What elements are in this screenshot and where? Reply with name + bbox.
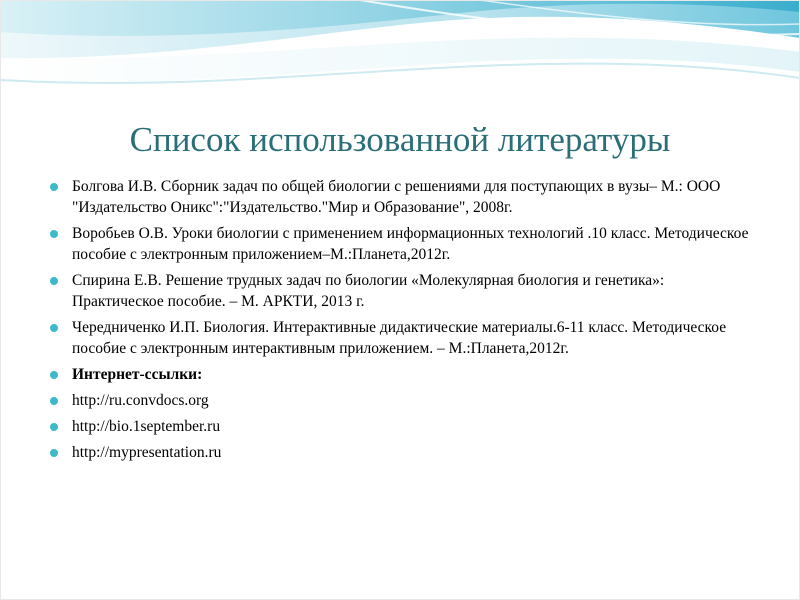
list-item <box>48 390 753 411</box>
references-list <box>48 176 753 463</box>
bullet-icon <box>50 423 58 431</box>
list-item-text: Чередниченко И.П. Биология. Интерактивные дидактические материалы.6-11 класс. Методическое пособие с электронным интерактивным приложением. – М.:Планета,2012г. <box>72 319 727 357</box>
link-text: http://mypresentation.ru <box>72 444 222 461</box>
link-text: http://bio.1september.ru <box>72 418 221 435</box>
internet-links-heading: Интернет-ссылки: <box>72 366 203 383</box>
list-item-text: Воробьев О.В. Уроки биологии с применением информационных технологий .10 класс. Методическое пособие с электронным приложением–М.:Планета,2012г. <box>72 225 749 263</box>
bullet-icon <box>50 449 58 457</box>
list-item-text: Болгова И.В. Сборник задач по общей биологии с решениями для поступающих в вузы– М.: ООО "Издательство Оникс":"Издательство."Мир и Образование", 2008г. <box>72 178 721 216</box>
bullet-icon <box>50 230 58 238</box>
list-item-heading <box>48 364 753 385</box>
list-item <box>48 442 753 463</box>
list-item <box>48 223 753 265</box>
bullet-icon <box>50 183 58 191</box>
link-text: http://ru.convdocs.org <box>72 392 209 409</box>
references-content <box>48 176 753 468</box>
list-item <box>48 176 753 218</box>
list-item <box>48 317 753 359</box>
wave-decoration <box>0 0 800 130</box>
bullet-icon <box>50 397 58 405</box>
bullet-icon <box>50 324 58 332</box>
list-item-text: Спирина Е.В. Решение трудных задач по биологии «Молекулярная биология и генетика»: Практическое пособие. – М. АРКТИ, 2013 г. <box>72 272 665 310</box>
bullet-icon <box>50 277 58 285</box>
list-item <box>48 270 753 312</box>
slide-title: Список использованной литературы <box>129 120 671 159</box>
list-item <box>48 416 753 437</box>
bullet-icon <box>50 371 58 379</box>
